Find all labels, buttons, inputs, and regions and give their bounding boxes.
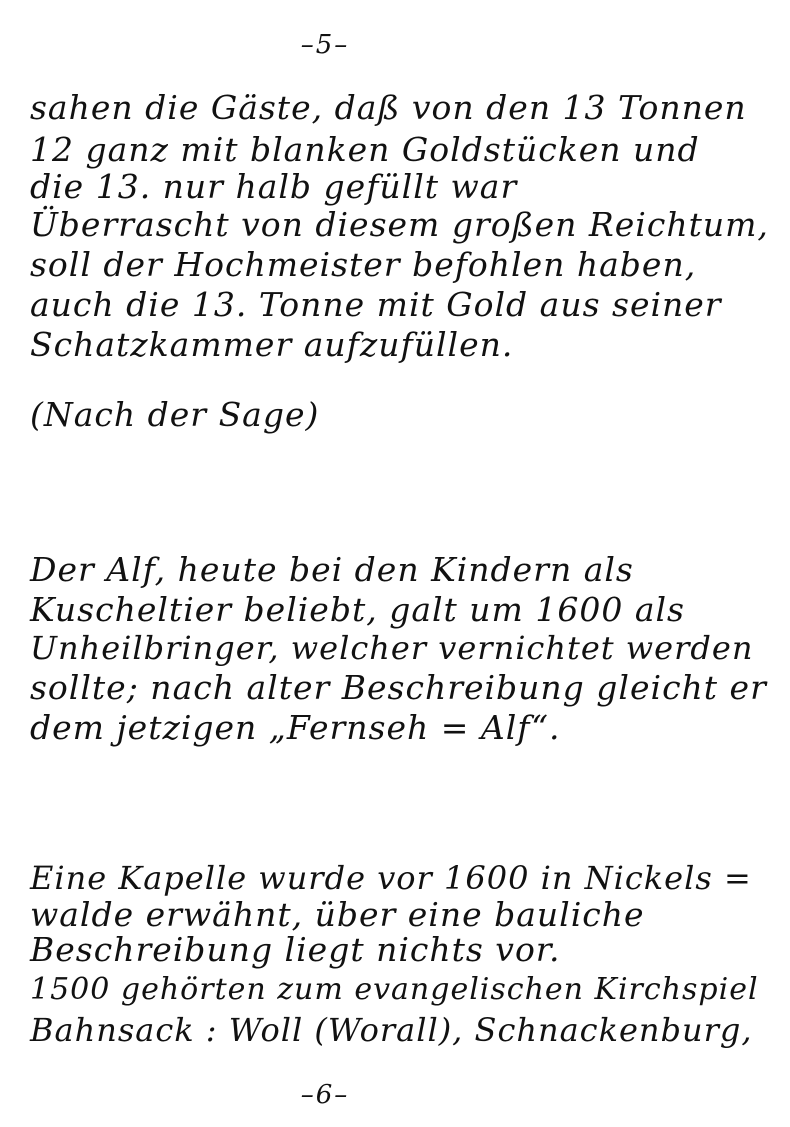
- text-line: Der Alf, heute bei den Kindern als: [30, 550, 634, 589]
- text-line: Unheilbringer, welcher vernichtet werden: [30, 629, 754, 667]
- text-line: Schatzkammer aufzufüllen.: [30, 325, 514, 364]
- text-line: sollte; nach alter Beschreibung gleicht er: [30, 668, 767, 707]
- source-note: (Nach der Sage): [30, 395, 320, 434]
- text-line: Überrascht von diesem großen Reichtum,: [30, 205, 769, 244]
- text-line: walde erwähnt, über eine bauliche: [30, 895, 645, 934]
- text-line: sahen die Gäste, daß von den 13 Tonnen: [30, 88, 747, 127]
- text-line: 1500 gehörten zum evangelischen Kirchspiel: [30, 972, 759, 1007]
- text-line: auch die 13. Tonne mit Gold aus seiner: [30, 285, 722, 324]
- text-line: die 13. nur halb gefüllt war: [30, 167, 518, 206]
- text-line: Beschreibung liegt nichts vor.: [30, 930, 561, 969]
- page-number-bottom: –6–: [300, 1080, 350, 1110]
- text-line: dem jetzigen „Fernseh = Alf“.: [30, 708, 561, 747]
- page-number-top: –5–: [300, 30, 350, 60]
- text-line: Kuscheltier beliebt, galt um 1600 als: [30, 590, 685, 629]
- text-line: Eine Kapelle wurde vor 1600 in Nickels =: [30, 859, 752, 897]
- text-line: 12 ganz mit blanken Goldstücken und: [30, 130, 700, 169]
- text-line: Bahnsack : Woll (Worall), Schnackenburg,: [30, 1011, 753, 1049]
- text-line: soll der Hochmeister befohlen haben,: [30, 245, 697, 284]
